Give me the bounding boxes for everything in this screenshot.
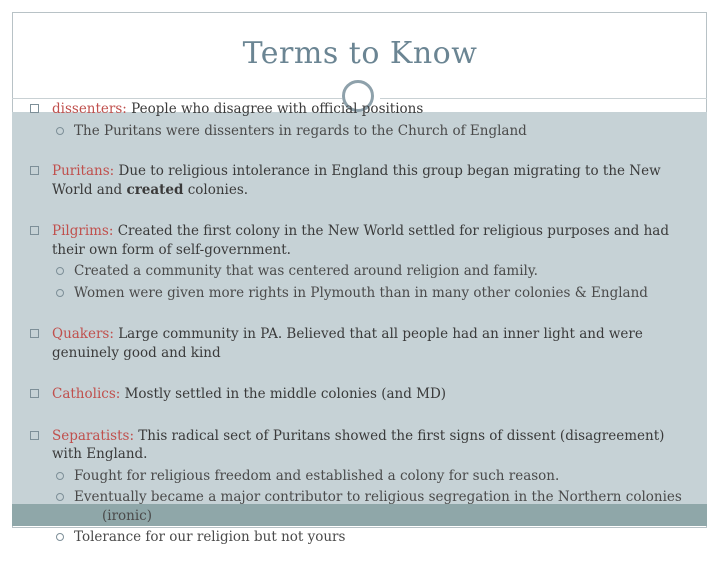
term-item-dissenters — [30, 100, 690, 140]
square-bullet-icon — [30, 104, 39, 113]
term-definition: Created the first colony in the New World settled for religious purposes and had their own form of self-government. — [52, 223, 669, 258]
sub-item — [52, 467, 690, 486]
term-definition: This radical sect of Puritans showed the first signs of dissent (disagreement) with England. — [52, 427, 665, 462]
slide-content — [30, 100, 690, 570]
sub-item-text: Tolerance for our religion but not yours — [74, 529, 346, 545]
slide-title: Terms to Know — [242, 36, 478, 71]
term-label: Puritans: — [52, 163, 115, 179]
sub-item — [52, 528, 690, 547]
sub-item — [52, 488, 690, 525]
sub-item — [52, 262, 690, 281]
square-bullet-icon — [30, 431, 39, 440]
circle-bullet-icon — [56, 267, 64, 275]
term-item-separatists — [30, 427, 690, 547]
circle-bullet-icon — [56, 289, 64, 297]
sub-item-text: Eventually became a major contributor to religious segregation in the Northern colonies — [74, 489, 682, 505]
circle-bullet-icon — [56, 472, 64, 480]
title-rule-right — [380, 98, 707, 99]
sub-item-text: Fought for religious freedom and established a colony for such reason. — [74, 467, 560, 484]
sub-item — [52, 122, 690, 141]
title-rule-left — [12, 98, 342, 99]
circle-bullet-icon — [56, 493, 64, 501]
term-label: Catholics: — [52, 386, 121, 402]
term-definition-end: colonies. — [183, 181, 249, 198]
square-bullet-icon — [30, 329, 39, 338]
term-item-pilgrims — [30, 222, 690, 302]
term-item-puritans — [30, 162, 690, 199]
square-bullet-icon — [30, 389, 39, 398]
term-item-catholics — [30, 385, 690, 404]
term-label: Quakers: — [52, 326, 114, 342]
term-definition: Due to religious intolerance in England this group began migrating to the New World and — [52, 163, 661, 198]
term-definition: People who disagree with official positions — [126, 101, 424, 117]
circle-bullet-icon — [56, 127, 64, 135]
term-label: dissenters: — [52, 101, 127, 117]
sub-item-text: Created a community that was centered around religion and family. — [74, 263, 538, 279]
sub-item-continuation: (ironic) — [102, 507, 153, 524]
sub-item-text: Women were given more rights in Plymouth than in many other colonies & England — [74, 284, 648, 301]
term-definition-bold: created — [126, 181, 184, 198]
square-bullet-icon — [30, 166, 39, 175]
term-item-quakers — [30, 325, 690, 362]
sub-item-text: The Puritans were dissenters in regards to the Church of England — [74, 122, 527, 139]
term-definition: Mostly settled in the middle colonies (and MD) — [120, 386, 447, 402]
term-label: Pilgrims: — [52, 223, 114, 239]
sub-item — [52, 284, 690, 303]
term-label: Separatists: — [52, 427, 135, 444]
square-bullet-icon — [30, 226, 39, 235]
term-definition: Large community in PA. Believed that all people had an inner light and were genuinely good and kind — [52, 326, 643, 361]
